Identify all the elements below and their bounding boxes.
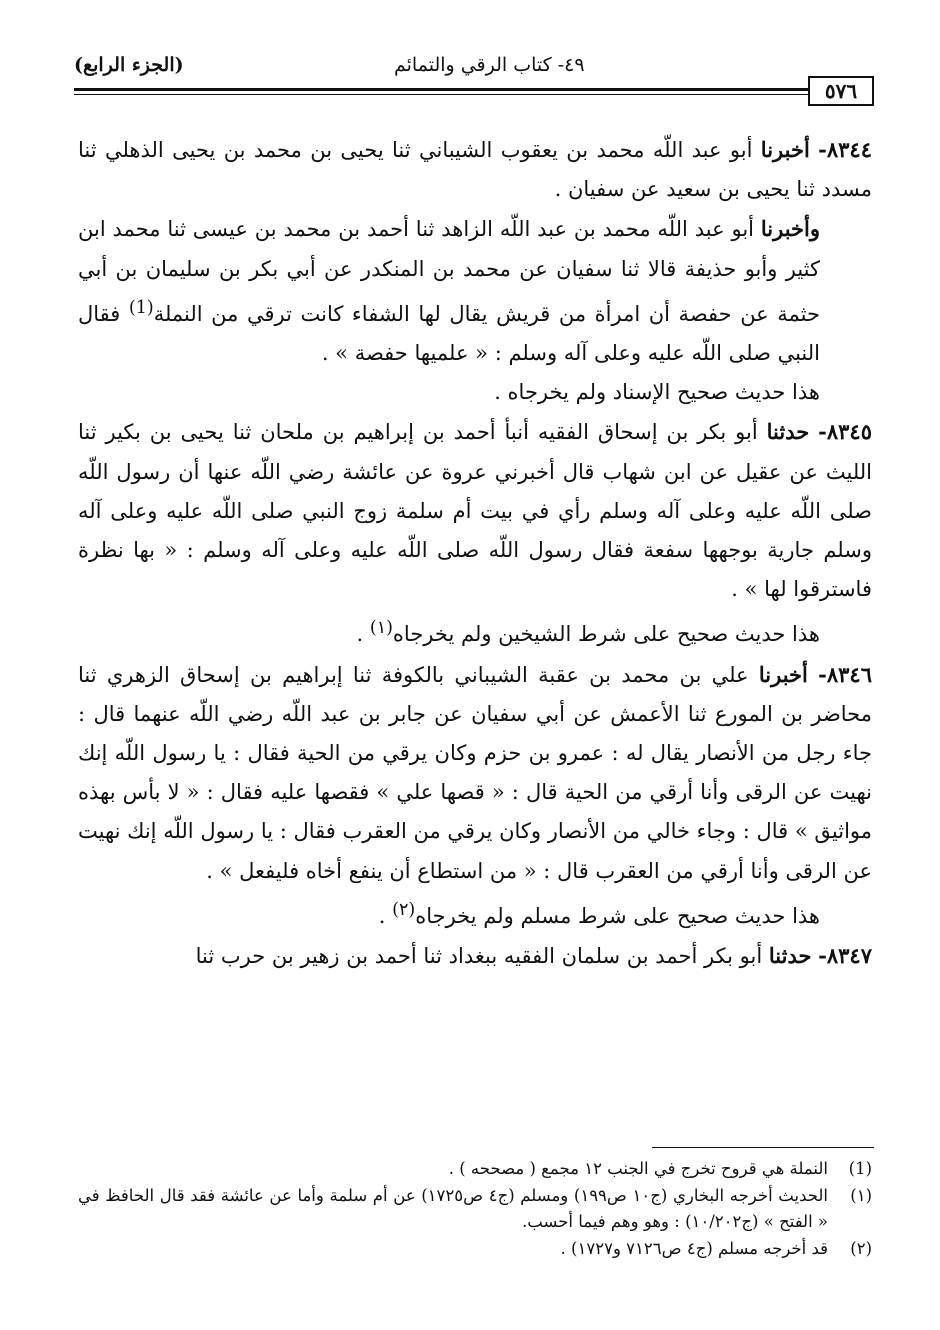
footnote	[78, 1236, 872, 1263]
page-number-box: ٥٧٦	[808, 76, 874, 106]
hadith-number: ٨٣٤٦-	[818, 661, 872, 687]
chapter-title: ٤٩- كتاب الرقي والتمائم	[394, 54, 585, 76]
hadith-8347	[78, 936, 872, 976]
footnote-text: قد أخرجه مسلم (ج٤ ص٧١٢٦ و١٧٢٧) .	[560, 1238, 828, 1258]
narration-keyword: وأخبرنا	[760, 216, 820, 242]
paragraph-text: أبو بكر أحمد بن سلمان الفقيه ببغداد ثنا أحمد بن زهير بن حرب ثنا	[195, 944, 769, 969]
hadith-8345	[78, 412, 872, 609]
footnote-marker: (1)	[128, 297, 154, 318]
footnote-marker: (١)	[850, 1185, 872, 1205]
paragraph-text: علي بن محمد بن عقبة الشيباني بالكوفة ثنا إبراهيم بن إسحاق الزهري ثنا محاضر بن المورع ثنا الأعمش عن أبي سفيان عن جابر بن عبد اللّه رضي اللّه عنهما قال : جاء رجل من الأنصار يقال له : عمرو بن حزم وكان يرقي من الحية فقال : يا رسول اللّه إنك نهيت عن الرقى وأنا أرقي من الحية قال : « قصها علي » فقصها عليه فقال : « لا بأس بهذه مواثيق » قال : وجاء خالي من الأنصار وكان يرقي من العقرب فقال : يا رسول اللّه إنك نهيت عن الرقى وأنا أرقي من العقرب قال : « من استطاع أن ينفع أخاه فليفعل » .	[77, 662, 872, 883]
footnote-text: النملة هي قروح تخرج في الجنب ١٢ مجمع ( مصححه ) .	[448, 1159, 828, 1178]
hadith-number: ٨٣٤٧-	[818, 943, 872, 969]
paragraph-text: .	[356, 622, 370, 647]
narration-keyword: حدثنا	[766, 419, 810, 445]
header-rule-thick	[74, 88, 808, 91]
footnote	[78, 1183, 872, 1236]
paragraph-text: .	[378, 903, 393, 928]
footnote-marker: (1)	[848, 1159, 872, 1178]
page-header	[74, 52, 874, 112]
hadith-number: ٨٣٤٥-	[818, 419, 872, 445]
paragraph-text: فقال النبي صلى اللّه عليه وعلى آله وسلم : « علميها حفصة » .	[78, 301, 820, 366]
footnote-marker: (١)	[369, 618, 393, 639]
footnote	[78, 1156, 872, 1183]
grading-note	[78, 609, 872, 654]
paragraph-text: أبو عبد اللّه محمد بن عبد اللّه الزاهد ثنا أحمد بن محمد بن عيسى ثنا محمد ابن كثير وأبو حذيفة قالا ثنا سفيان عن محمد بن المنكدر عن أبي بكر بن سليمان بن أبي حثمة عن حفصة أن امرأة من قريش يقال لها الشفاء كانت ترقي من النملة	[78, 217, 820, 326]
footnote-separator	[652, 1147, 874, 1148]
hadith-8344	[78, 130, 872, 209]
hadith-number: ٨٣٤٤-	[818, 137, 872, 162]
main-text	[78, 130, 872, 976]
hadith-8344-chain-2	[78, 209, 872, 373]
narration-keyword: حدثنا	[768, 943, 812, 969]
narration-keyword: أخبرنا	[760, 137, 810, 162]
paragraph-text: هذا حديث صحيح على شرط الشيخين ولم يخرجاه	[392, 622, 820, 647]
footnote-marker: (٢)	[850, 1238, 872, 1258]
footnotes	[78, 1156, 872, 1262]
footnote-marker: (٢)	[392, 899, 416, 920]
paragraph-text: أبو عبد اللّه محمد بن يعقوب الشيباني ثنا يحيى بن محمد بن يحيى الذهلي ثنا مسدد ثنا يحيى بن سعيد عن سفيان .	[78, 138, 872, 202]
grading-note: هذا حديث صحيح الإسناد ولم يخرجاه .	[494, 380, 820, 405]
hadith-8346	[78, 655, 872, 891]
footnote-text: الحديث أخرجه البخاري (ج١٠ ص١٩٩) ومسلم (ج٤ ص١٧٢٥) عن أم سلمة وأما عن عائشة فقد قال الحافظ في « الفتح » (ج١٠/٢٠٢) : وهو وهم فيما أحسب.	[78, 1185, 828, 1231]
paragraph-text: أبو بكر بن إسحاق الفقيه أنبأ أحمد بن إبراهيم بن ملحان ثنا يحيى بن بكير ثنا الليث عن عقيل عن ابن شهاب قال أخبرني عروة عن عائشة رضي اللّه عنها أن رسول اللّه صلى اللّه عليه وعلى آله وسلم رأي في بيت أم سلمة زوج النبي صلى اللّه عليه وعلى آله وسلم جارية بوجهها سفعة فقال رسول اللّه صلى اللّه عليه وعلى آله وسلم : « بها نظرة فاسترقوا لها » .	[78, 420, 872, 602]
volume-label: (الجزء الرابع)	[74, 54, 184, 76]
narration-keyword: أخبرنا	[758, 661, 808, 687]
paragraph-text: هذا حديث صحيح على شرط مسلم ولم يخرجاه	[415, 903, 820, 928]
grading-note	[78, 891, 872, 936]
header-rule-thin	[74, 94, 808, 95]
